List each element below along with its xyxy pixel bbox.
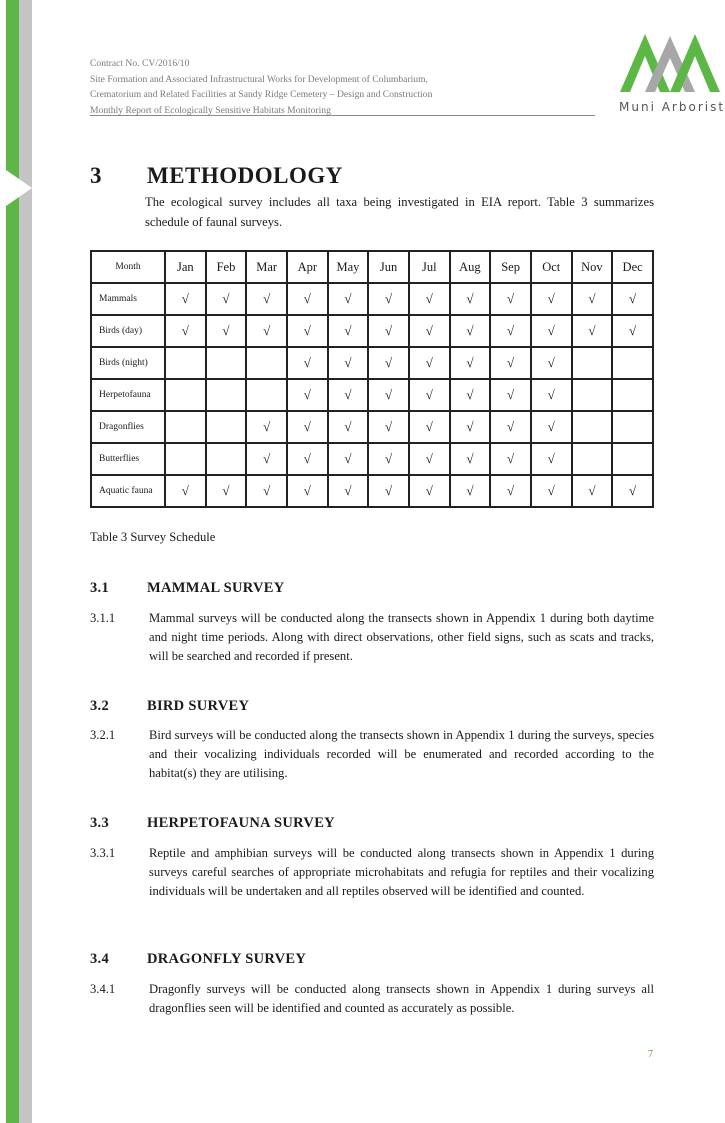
checkmark-icon: √ bbox=[466, 323, 474, 338]
schedule-cell bbox=[246, 379, 287, 411]
checkmark-icon: √ bbox=[303, 291, 311, 306]
schedule-cell bbox=[206, 347, 247, 379]
section-number: 3 bbox=[90, 163, 102, 188]
checkmark-icon: √ bbox=[466, 387, 474, 402]
checkmark-icon: √ bbox=[344, 291, 352, 306]
table-row bbox=[91, 411, 653, 443]
row-label-cell: Mammals bbox=[91, 283, 165, 315]
checkmark-icon: √ bbox=[303, 355, 311, 370]
schedule-cell bbox=[409, 315, 450, 347]
schedule-cell bbox=[531, 379, 572, 411]
checkmark-icon: √ bbox=[385, 419, 393, 434]
checkmark-icon: √ bbox=[263, 419, 271, 434]
schedule-cell bbox=[246, 443, 287, 475]
paragraph-number: 3.2.1 bbox=[90, 728, 116, 742]
schedule-cell bbox=[490, 283, 531, 315]
schedule-cell bbox=[328, 443, 369, 475]
table-row bbox=[91, 443, 653, 475]
schedule-cell bbox=[409, 379, 450, 411]
checkmark-icon: √ bbox=[466, 291, 474, 306]
checkmark-icon: √ bbox=[629, 323, 637, 338]
checkmark-icon: √ bbox=[425, 323, 433, 338]
checkmark-icon: √ bbox=[263, 291, 271, 306]
subsection-title: BIRD SURVEY bbox=[147, 698, 250, 714]
paragraph-text: Mammal surveys will be conducted along the transects shown in Appendix 1 during both daytime and night time periods. Along with direct observations, other field signs, such as scats and tracks, will be searched and recorded if present. bbox=[149, 611, 654, 663]
checkmark-icon: √ bbox=[507, 419, 515, 434]
schedule-cell bbox=[206, 379, 247, 411]
checkmark-icon: √ bbox=[222, 323, 230, 338]
schedule-cell bbox=[206, 315, 247, 347]
schedule-cell bbox=[572, 411, 613, 443]
paragraph bbox=[90, 844, 654, 901]
subsection-title: DRAGONFLY SURVEY bbox=[147, 951, 307, 967]
schedule-cell bbox=[287, 379, 328, 411]
paragraph-text: Reptile and amphibian surveys will be conducted along transects shown in Appendix 1 during surveys careful searches of appropriate microhabitats and refugia for reptiles and their vocalizing individuals will be undertaken and all reptiles observed will be identified and counted. bbox=[149, 846, 654, 898]
table-row bbox=[91, 379, 653, 411]
schedule-cell bbox=[450, 283, 491, 315]
subsection-heading bbox=[90, 815, 335, 832]
paragraph-text: Dragonfly surveys will be conducted along transects shown in Appendix 1 during surveys all dragonflies seen will be identified and counted as accurately as possible. bbox=[149, 982, 654, 1015]
schedule-cell bbox=[368, 315, 409, 347]
subsection-title: HERPETOFAUNA SURVEY bbox=[147, 815, 335, 831]
schedule-cell bbox=[328, 315, 369, 347]
checkmark-icon: √ bbox=[588, 483, 596, 498]
schedule-cell bbox=[450, 315, 491, 347]
schedule-cell bbox=[572, 379, 613, 411]
checkmark-icon: √ bbox=[263, 323, 271, 338]
checkmark-icon: √ bbox=[344, 387, 352, 402]
checkmark-icon: √ bbox=[507, 291, 515, 306]
checkmark-icon: √ bbox=[466, 419, 474, 434]
table-row bbox=[91, 347, 653, 379]
schedule-cell bbox=[246, 315, 287, 347]
schedule-cell bbox=[287, 475, 328, 507]
schedule-cell bbox=[368, 443, 409, 475]
checkmark-icon: √ bbox=[303, 419, 311, 434]
checkmark-icon: √ bbox=[181, 323, 189, 338]
schedule-cell bbox=[287, 443, 328, 475]
month-header-cell: Nov bbox=[572, 251, 613, 283]
side-green-bar bbox=[6, 0, 19, 1123]
schedule-cell bbox=[287, 283, 328, 315]
checkmark-icon: √ bbox=[547, 387, 555, 402]
schedule-cell bbox=[572, 475, 613, 507]
checkmark-icon: √ bbox=[303, 387, 311, 402]
table-header-label: Month bbox=[91, 251, 165, 283]
checkmark-icon: √ bbox=[588, 291, 596, 306]
schedule-cell bbox=[206, 283, 247, 315]
schedule-cell bbox=[165, 315, 206, 347]
checkmark-icon: √ bbox=[181, 291, 189, 306]
schedule-cell bbox=[490, 411, 531, 443]
month-header-cell: Mar bbox=[246, 251, 287, 283]
checkmark-icon: √ bbox=[385, 323, 393, 338]
schedule-cell bbox=[409, 475, 450, 507]
checkmark-icon: √ bbox=[466, 483, 474, 498]
schedule-cell bbox=[368, 475, 409, 507]
month-header-cell: Jan bbox=[165, 251, 206, 283]
checkmark-icon: √ bbox=[466, 355, 474, 370]
schedule-cell bbox=[450, 443, 491, 475]
schedule-cell bbox=[450, 347, 491, 379]
header-line: Crematorium and Related Facilities at Sandy Ridge Cemetery – Design and Construction bbox=[90, 89, 433, 100]
section-heading bbox=[90, 163, 343, 189]
schedule-cell bbox=[612, 411, 653, 443]
section-title: METHODOLOGY bbox=[147, 163, 343, 188]
row-label-cell: Birds (night) bbox=[91, 347, 165, 379]
checkmark-icon: √ bbox=[425, 419, 433, 434]
schedule-cell bbox=[165, 411, 206, 443]
schedule-cell bbox=[287, 347, 328, 379]
header-line: Monthly Report of Ecologically Sensitive Habitats Monitoring bbox=[90, 104, 331, 116]
checkmark-icon: √ bbox=[466, 451, 474, 466]
schedule-cell bbox=[531, 315, 572, 347]
survey-schedule-table bbox=[90, 250, 654, 508]
checkmark-icon: √ bbox=[344, 419, 352, 434]
schedule-cell bbox=[612, 475, 653, 507]
checkmark-icon: √ bbox=[547, 291, 555, 306]
month-header-cell: Jun bbox=[368, 251, 409, 283]
subsection-number: 3.4 bbox=[90, 951, 110, 967]
checkmark-icon: √ bbox=[385, 291, 393, 306]
checkmark-icon: √ bbox=[222, 291, 230, 306]
schedule-cell bbox=[368, 411, 409, 443]
month-header-cell: Dec bbox=[612, 251, 653, 283]
month-header-cell: Apr bbox=[287, 251, 328, 283]
paragraph bbox=[90, 726, 654, 783]
checkmark-icon: √ bbox=[303, 483, 311, 498]
page-number: 7 bbox=[648, 1049, 653, 1060]
paragraph-number: 3.3.1 bbox=[90, 846, 116, 860]
checkmark-icon: √ bbox=[425, 483, 433, 498]
checkmark-icon: √ bbox=[263, 483, 271, 498]
paragraph-text: Bird surveys will be conducted along the transects shown in Appendix 1 during the surveys, species and their vocalizing individuals recorded will be enumerated and recorded according to the habitat(s) they are utilising. bbox=[149, 728, 654, 780]
schedule-cell bbox=[409, 283, 450, 315]
subsection-number: 3.2 bbox=[90, 698, 110, 714]
table-row bbox=[91, 315, 653, 347]
checkmark-icon: √ bbox=[344, 323, 352, 338]
schedule-cell bbox=[531, 475, 572, 507]
header-rule bbox=[90, 115, 595, 116]
schedule-cell bbox=[612, 283, 653, 315]
schedule-cell bbox=[165, 347, 206, 379]
month-header-cell: Oct bbox=[531, 251, 572, 283]
checkmark-icon: √ bbox=[507, 355, 515, 370]
schedule-cell bbox=[206, 443, 247, 475]
schedule-cell bbox=[165, 475, 206, 507]
document-header bbox=[90, 56, 595, 118]
schedule-cell bbox=[450, 379, 491, 411]
subsection-heading bbox=[90, 580, 285, 597]
schedule-cell bbox=[450, 411, 491, 443]
schedule-cell bbox=[246, 475, 287, 507]
paragraph-number: 3.4.1 bbox=[90, 982, 116, 996]
header-line: Contract No. CV/2016/10 bbox=[90, 58, 190, 69]
schedule-cell bbox=[612, 347, 653, 379]
subsection-title: MAMMAL SURVEY bbox=[147, 580, 285, 596]
schedule-cell bbox=[612, 443, 653, 475]
checkmark-icon: √ bbox=[629, 291, 637, 306]
checkmark-icon: √ bbox=[303, 323, 311, 338]
table-caption: Table 3 Survey Schedule bbox=[90, 530, 216, 544]
table-header-row bbox=[91, 251, 653, 283]
month-header-cell: Feb bbox=[206, 251, 247, 283]
schedule-cell bbox=[328, 283, 369, 315]
schedule-cell bbox=[409, 411, 450, 443]
schedule-cell bbox=[165, 283, 206, 315]
row-label-cell: Butterflies bbox=[91, 443, 165, 475]
schedule-cell bbox=[572, 347, 613, 379]
schedule-cell bbox=[531, 411, 572, 443]
month-header-cell: Jul bbox=[409, 251, 450, 283]
paragraph bbox=[90, 609, 654, 666]
schedule-cell bbox=[490, 475, 531, 507]
checkmark-icon: √ bbox=[385, 483, 393, 498]
schedule-cell bbox=[490, 315, 531, 347]
schedule-cell bbox=[531, 443, 572, 475]
schedule-cell bbox=[490, 347, 531, 379]
row-label-cell: Birds (day) bbox=[91, 315, 165, 347]
checkmark-icon: √ bbox=[344, 355, 352, 370]
schedule-cell bbox=[368, 283, 409, 315]
paragraph bbox=[90, 980, 654, 1018]
schedule-cell bbox=[328, 379, 369, 411]
checkmark-icon: √ bbox=[629, 483, 637, 498]
table-row bbox=[91, 283, 653, 315]
checkmark-icon: √ bbox=[547, 419, 555, 434]
schedule-cell bbox=[165, 443, 206, 475]
month-header-cell: May bbox=[328, 251, 369, 283]
schedule-cell bbox=[409, 443, 450, 475]
checkmark-icon: √ bbox=[507, 483, 515, 498]
schedule-cell bbox=[490, 379, 531, 411]
schedule-cell bbox=[328, 347, 369, 379]
paragraph-number: 3.1.1 bbox=[90, 611, 116, 625]
schedule-cell bbox=[612, 315, 653, 347]
header-line: Site Formation and Associated Infrastructural Works for Development of Columbarium, bbox=[90, 73, 428, 85]
schedule-cell bbox=[368, 379, 409, 411]
section-intro: The ecological survey includes all taxa being investigated in EIA report. Table 3 summarizes schedule of faunal surveys. bbox=[145, 195, 654, 229]
checkmark-icon: √ bbox=[222, 483, 230, 498]
checkmark-icon: √ bbox=[385, 355, 393, 370]
schedule-cell bbox=[409, 347, 450, 379]
subsection-number: 3.3 bbox=[90, 815, 110, 831]
schedule-cell bbox=[531, 283, 572, 315]
schedule-cell bbox=[246, 347, 287, 379]
schedule-cell bbox=[206, 475, 247, 507]
schedule-cell bbox=[206, 411, 247, 443]
schedule-cell bbox=[572, 315, 613, 347]
row-label-cell: Dragonflies bbox=[91, 411, 165, 443]
checkmark-icon: √ bbox=[425, 291, 433, 306]
checkmark-icon: √ bbox=[344, 483, 352, 498]
table-row bbox=[91, 475, 653, 507]
checkmark-icon: √ bbox=[344, 451, 352, 466]
logo-text: Muni Arborist bbox=[619, 100, 725, 114]
schedule-cell bbox=[287, 411, 328, 443]
subsection-heading bbox=[90, 951, 306, 968]
checkmark-icon: √ bbox=[507, 323, 515, 338]
checkmark-icon: √ bbox=[425, 451, 433, 466]
checkmark-icon: √ bbox=[181, 483, 189, 498]
checkmark-icon: √ bbox=[385, 451, 393, 466]
schedule-cell bbox=[572, 443, 613, 475]
schedule-cell bbox=[246, 283, 287, 315]
schedule-cell bbox=[612, 379, 653, 411]
checkmark-icon: √ bbox=[547, 483, 555, 498]
checkmark-icon: √ bbox=[547, 355, 555, 370]
month-header-cell: Sep bbox=[490, 251, 531, 283]
schedule-cell bbox=[490, 443, 531, 475]
checkmark-icon: √ bbox=[425, 355, 433, 370]
checkmark-icon: √ bbox=[588, 323, 596, 338]
side-bar-notch bbox=[6, 170, 32, 206]
checkmark-icon: √ bbox=[263, 451, 271, 466]
schedule-cell bbox=[531, 347, 572, 379]
subsection-number: 3.1 bbox=[90, 580, 110, 596]
side-grey-bar bbox=[19, 0, 32, 1123]
schedule-cell bbox=[328, 475, 369, 507]
schedule-cell bbox=[165, 379, 206, 411]
schedule-cell bbox=[450, 475, 491, 507]
checkmark-icon: √ bbox=[425, 387, 433, 402]
schedule-cell bbox=[246, 411, 287, 443]
month-header-cell: Aug bbox=[450, 251, 491, 283]
schedule-cell bbox=[287, 315, 328, 347]
schedule-cell bbox=[368, 347, 409, 379]
checkmark-icon: √ bbox=[303, 451, 311, 466]
schedule-cell bbox=[572, 283, 613, 315]
checkmark-icon: √ bbox=[547, 323, 555, 338]
row-label-cell: Aquatic fauna bbox=[91, 475, 165, 507]
checkmark-icon: √ bbox=[507, 451, 515, 466]
row-label-cell: Herpetofauna bbox=[91, 379, 165, 411]
schedule-cell bbox=[328, 411, 369, 443]
checkmark-icon: √ bbox=[385, 387, 393, 402]
subsection-heading bbox=[90, 698, 249, 715]
checkmark-icon: √ bbox=[507, 387, 515, 402]
checkmark-icon: √ bbox=[547, 451, 555, 466]
